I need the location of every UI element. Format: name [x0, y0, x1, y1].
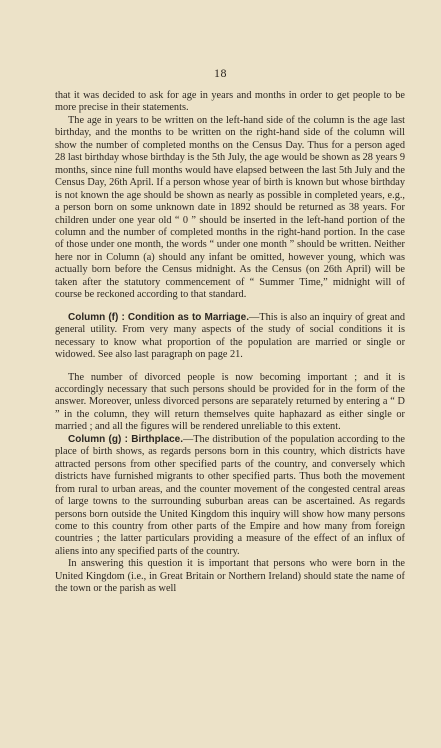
paragraph-condition-as-to-marriage — [55, 312, 405, 362]
paragraph-text: —The distribution of the population according to the place of birth shows, as regards persons born in this country, which districts have attracted persons from other specified parts of the country, and conversely which districts have furnished migrants to other specified parts. Thus both the movement from rural to urban areas, and the counter movement of the congested central areas of large towns to the surrounding suburban areas can be ascertained. As regards persons born outside the United Kingdom this inquiry will show how many persons come to this country from other parts of the Empire and how many from foreign countries ; the latter particulars providing a measure of the effect of an influx of aliens into any specified parts of the country. — [55, 433, 405, 557]
section-heading: Column (g) : Birthplace. — [68, 433, 183, 445]
page-number: 18 — [214, 66, 227, 80]
paragraph-text: —This is also an inquiry of great and general utility. From very many aspects of the study of social conditions it is necessary to know what proportion of the population are married or single or widowed. See also last paragraph on page 21. — [55, 311, 405, 361]
paragraph-answering — [55, 558, 405, 595]
section-heading: Column (f) : Condition as to Marriage. — [68, 311, 249, 323]
paragraph-text: that it was decided to ask for age in years and months in order to get people to be more precise in their statements. — [55, 90, 405, 114]
paragraph-text: The number of divorced people is now becoming important ; and it is accordingly necessary that such persons should be provided for in the form of the answer. Moreover, unless divorced persons are separately returned by entering a “ D ” in the column, they will return themselves quite haphazard as either single or married ; and all the figures will be rendered unreliable to this extent. — [55, 371, 405, 433]
paragraph-age-continued — [55, 90, 405, 115]
paragraph-divorced — [55, 372, 405, 434]
paragraph-text: The age in years to be written on the left-hand side of the column is the age last birthday, and the months to be written on the right-hand side of the column will show the number of completed months on the Census Day. Thus for a person aged 28 last birthday whose birthday is the 5th July, the age would be shown as 28 years 9 months, since nine full months would have elapsed between the last 5th July and the Census Day, 26th April. If a person whose year of birth is known but whose birthday is not known the age should be shown as nearly as possible in completed years, e.g., a person born on some unknown date in 1892 should be returned as 38 years. For children under one year old “ 0 ” should be inserted in the left-hand portion of the column and the number of completed months in the right-hand portion. In the case of those under one month, the words “ under one month ” should be written. Neither here nor in Column (a) should any infant be omitted, however young, which was actually born before the Census midnight. As the Census (on 26th April) will be taken after the statutory commencement of “ Summer Time,” midnight will of course be reckoned according to that standard. — [55, 114, 405, 301]
text-body — [55, 90, 405, 596]
paragraph-birthplace — [55, 434, 405, 559]
paragraph-age-details — [55, 115, 405, 302]
paragraph-text: In answering this question it is important that persons who were born in the United Kingdom (i.e., in Great Britain or Northern Ireland) should state the name of the town or the parish as well — [55, 558, 405, 595]
